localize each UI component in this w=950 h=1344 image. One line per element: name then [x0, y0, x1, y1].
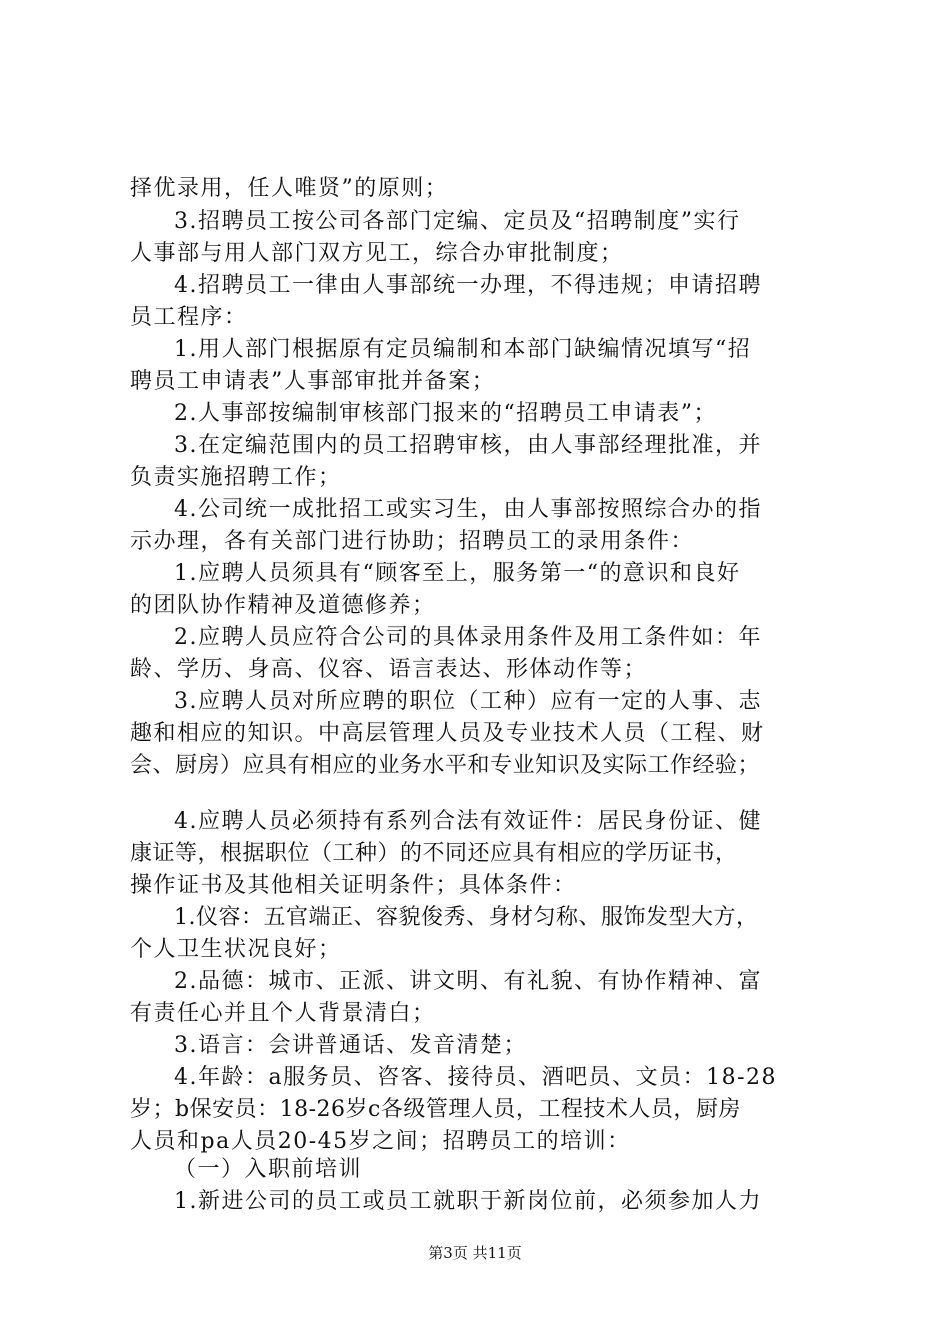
- text-line: 4.招聘员工一律由人事部统一办理，不得违规；申请招聘: [174, 273, 762, 298]
- page-footer: 第3页 共11页: [428, 1244, 522, 1262]
- text-line: 2.品德：城市、正派、讲文明、有礼貌、有协作精神、富: [174, 969, 762, 994]
- text-line: 的团队协作精神及道德修养；: [130, 593, 436, 618]
- text-line: 择优录用，任人唯贤”的原则；: [130, 176, 449, 201]
- text-line: 3.应聘人员对所应聘的职位（工种）应有一定的人事、志: [174, 689, 762, 714]
- text-line: 3.在定编范围内的员工招聘审核，由人事部经理批准，并: [174, 433, 762, 458]
- text-line: 示办理，各有关部门进行协助；招聘员工的录用条件：: [130, 529, 695, 554]
- text-line: 1.应聘人员须具有“顾客至上，服务第一“的意识和良好: [174, 561, 741, 586]
- text-line: 岁；b保安员：18-26岁c各级管理人员，工程技术人员，厨房: [130, 1097, 741, 1122]
- text-line: 1.用人部门根据原有定员编制和本部门缺编情况填写“招: [174, 337, 752, 362]
- section-heading: （一）入职前培训: [174, 1157, 363, 1182]
- text-line: 会、厨房）应具有相应的业务水平和专业知识及实际工作经验；: [130, 753, 761, 778]
- text-line: 1.新进公司的员工或员工就职于新岗位前，必须参加人力: [174, 1189, 762, 1214]
- text-line: 人事部与用人部门双方见工，综合办审批制度；: [130, 241, 624, 266]
- text-line: 龄、学历、身高、仪容、语言表达、形体动作等；: [130, 657, 648, 682]
- text-line: 聘员工申请表”人事部审批并备案；: [130, 369, 496, 394]
- text-line: 4.应聘人员必须持有系列合法有效证件：居民身份证、健: [174, 809, 762, 834]
- text-line: 4.公司统一成批招工或实习生，由人事部按照综合办的指: [174, 497, 762, 522]
- text-line: 员工程序：: [130, 305, 248, 330]
- text-line: 3.招聘员工按公司各部门定编、定员及“招聘制度”实行: [174, 209, 741, 234]
- text-line: 趣和相应的知识。中高层管理人员及专业技术人员（工程、财: [130, 721, 765, 746]
- text-line: 2.人事部按编制审核部门报来的“招聘员工申请表”；: [174, 401, 717, 426]
- text-line: 操作证书及其他相关证明条件；具体条件：: [130, 873, 577, 898]
- text-line: 2.应聘人员应符合公司的具体录用条件及用工条件如：年: [174, 625, 762, 650]
- text-line: 人员和pa人员20-45岁之间；招聘员工的培训：: [130, 1129, 631, 1154]
- text-line: 负责实施招聘工作；: [130, 465, 342, 490]
- text-line: 1.仪容：五官端正、容貌俊秀、身材匀称、服饰发型大方，: [174, 905, 759, 930]
- text-line: 康证等，根据职位（工种）的不同还应具有相应的学历证书，: [130, 841, 738, 866]
- text-line: 有责任心并且个人背景清白；: [130, 1001, 436, 1026]
- text-line: 3.语言：会讲普通话、发音清楚；: [174, 1033, 527, 1058]
- text-line: 个人卫生状况良好；: [130, 937, 342, 962]
- text-line: 4.年龄：a服务员、咨客、接待员、酒吧员、文员：18-28: [174, 1065, 778, 1090]
